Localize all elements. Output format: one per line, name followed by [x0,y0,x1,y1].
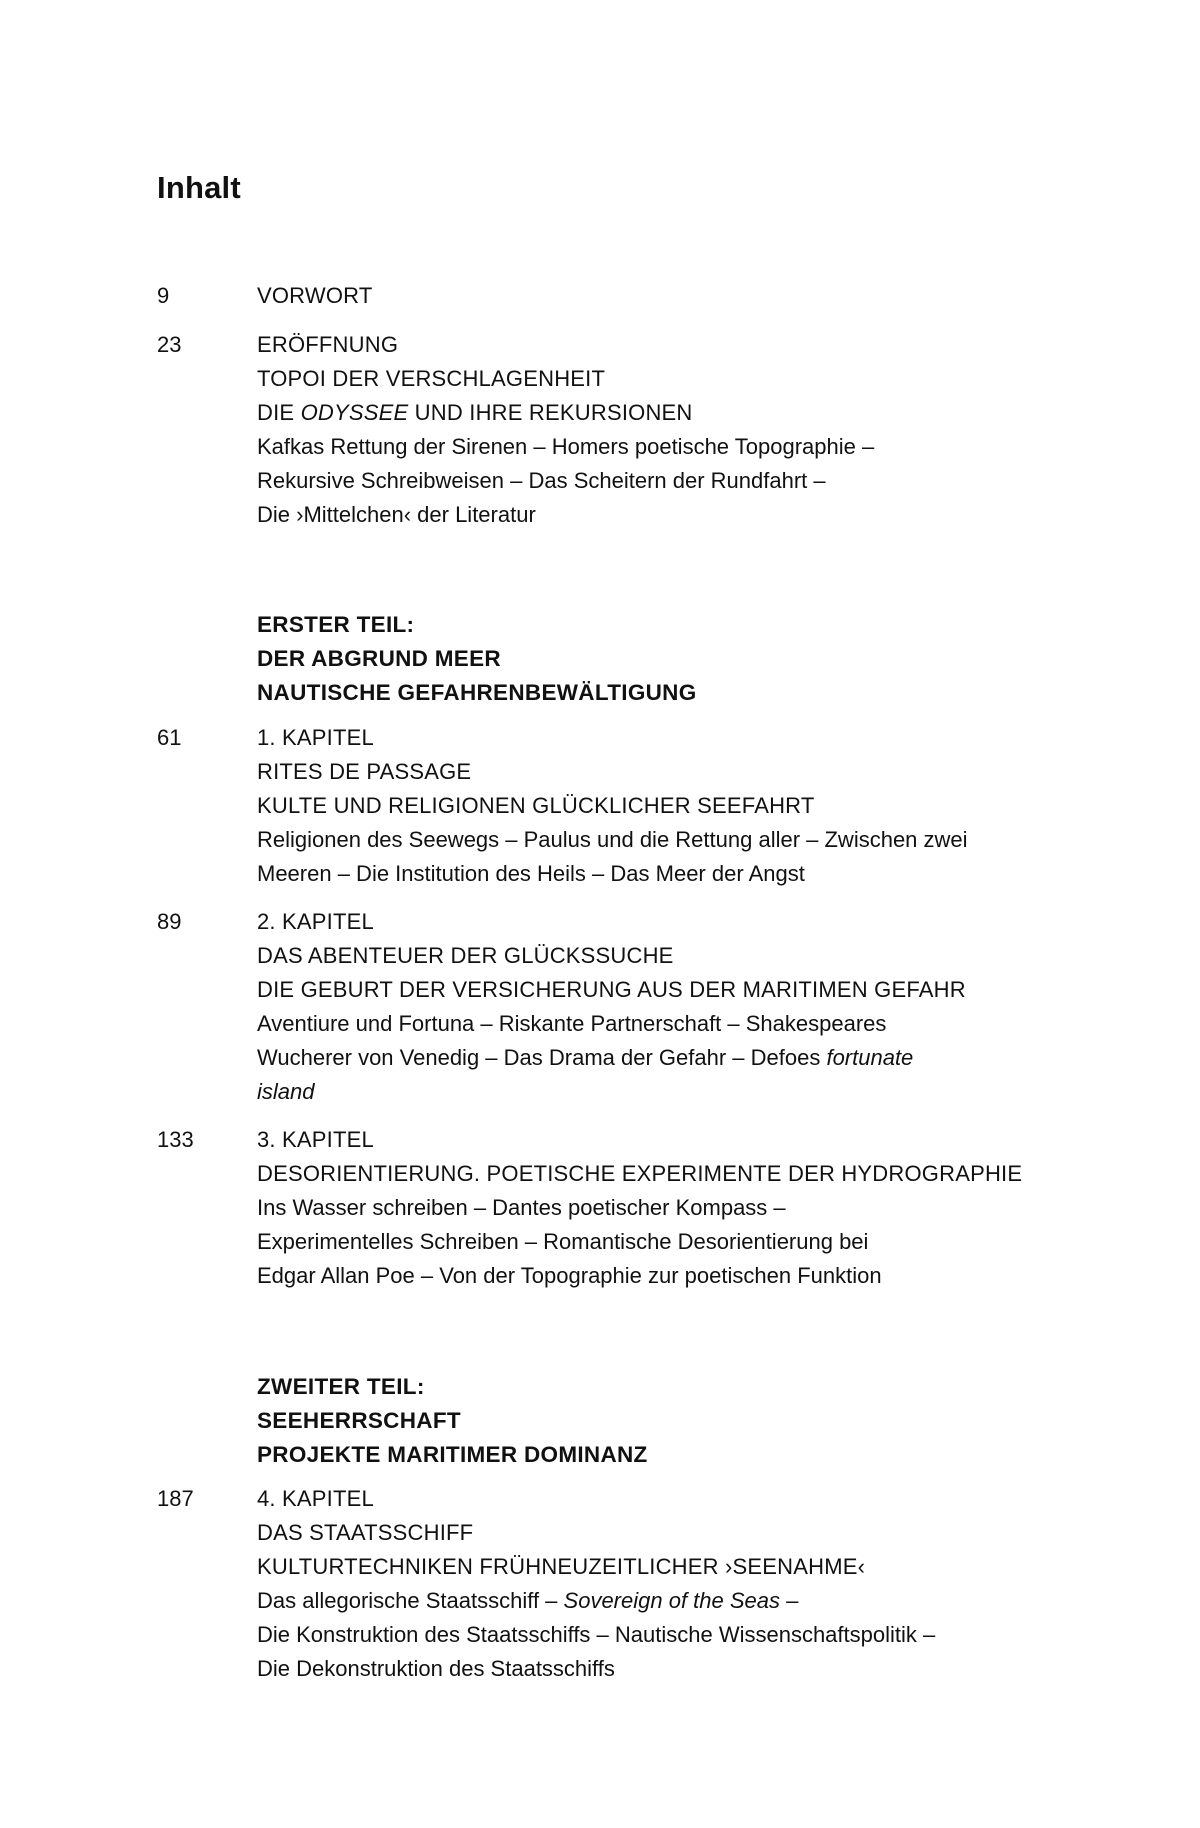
page-number: 133 [157,1127,194,1152]
entry-body [257,905,1057,1109]
part-subtitle: PROJEKTE MARITIMER DOMINANZ [257,1442,648,1467]
part-heading-2 [257,1370,1057,1472]
entry-body [257,279,1057,313]
chapter-description: Die Dekonstruktion des Staatsschiffs [257,1656,615,1681]
description-text: – [780,1588,799,1613]
chapter-label: 1. KAPITEL [257,725,374,750]
chapter-title: DAS STAATSSCHIFF [257,1520,474,1545]
entry-body [257,1123,1057,1293]
work-title: Sovereign of the Seas [563,1588,781,1613]
chapter-description: Religionen des Seewegs – Paulus und die Rettung aller – Zwischen zwei [257,827,968,852]
page-number: 9 [157,283,170,308]
part-heading-1 [257,608,1057,710]
page-number: 187 [157,1486,194,1511]
page-title: Inhalt [157,170,241,205]
entry-description: Rekursive Schreibweisen – Das Scheitern der Rundfahrt – [257,468,826,493]
part-title: DER ABGRUND MEER [257,646,501,671]
work-title: island [257,1079,315,1104]
chapter-description: Die Konstruktion des Staatsschiffs – Nautische Wissenschaftspolitik – [257,1622,936,1647]
entry-body [257,328,1057,532]
chapter-title: DAS ABENTEUER DER GLÜCKSSUCHE [257,943,674,968]
page-number: 61 [157,725,182,750]
description-text: Wucherer von Venedig – Das Drama der Gefahr – Defoes [257,1045,827,1070]
work-title: ODYSSEE [300,400,409,425]
page-number: 23 [157,332,182,357]
page-number: 89 [157,909,182,934]
part-title: SEEHERRSCHAFT [257,1408,461,1433]
chapter-description [257,1075,1057,1109]
entry-body [257,721,1057,891]
part-label: ZWEITER TEIL: [257,1374,425,1399]
entry-subtitle [257,396,1057,430]
chapter-label: 4. KAPITEL [257,1486,374,1511]
part-label: ERSTER TEIL: [257,612,415,637]
chapter-label: 2. KAPITEL [257,909,374,934]
description-text: Das allegorische Staatsschiff – [257,1588,564,1613]
chapter-subtitle: KULTE UND RELIGIONEN GLÜCKLICHER SEEFAHRT [257,793,815,818]
entry-subtitle: TOPOI DER VERSCHLAGENHEIT [257,366,606,391]
chapter-title: RITES DE PASSAGE [257,759,472,784]
chapter-description: Meeren – Die Institution des Heils – Das Meer der Angst [257,861,805,886]
chapter-description: Edgar Allan Poe – Von der Topographie zur poetischen Funktion [257,1263,882,1288]
chapter-subtitle: KULTURTECHNIKEN FRÜHNEUZEITLICHER ›SEENAHME‹ [257,1554,866,1579]
chapter-label: 3. KAPITEL [257,1127,374,1152]
work-title: fortunate [826,1045,914,1070]
part-subtitle: NAUTISCHE GEFAHRENBEWÄLTIGUNG [257,680,697,705]
chapter-description: Experimentelles Schreiben – Romantische Desorientierung bei [257,1229,869,1254]
chapter-subtitle: DIE GEBURT DER VERSICHERUNG AUS DER MARITIMEN GEFAHR [257,977,966,1002]
subtitle-prefix: DIE [257,400,301,425]
subtitle-suffix: UND IHRE REKURSIONEN [408,400,693,425]
chapter-description [257,1041,1057,1075]
entry-description: Die ›Mittelchen‹ der Literatur [257,502,536,527]
entry-title: ERÖFFNUNG [257,332,399,357]
entry-description: Kafkas Rettung der Sirenen – Homers poetische Topographie – [257,434,875,459]
entry-body [257,1482,1057,1686]
chapter-title: DESORIENTIERUNG. POETISCHE EXPERIMENTE DER HYDROGRAPHIE [257,1161,1023,1186]
chapter-description: Aventiure und Fortuna – Riskante Partnerschaft – Shakespeares [257,1011,887,1036]
entry-title: VORWORT [257,283,373,308]
chapter-description: Ins Wasser schreiben – Dantes poetischer Kompass – [257,1195,786,1220]
chapter-description [257,1584,1057,1618]
